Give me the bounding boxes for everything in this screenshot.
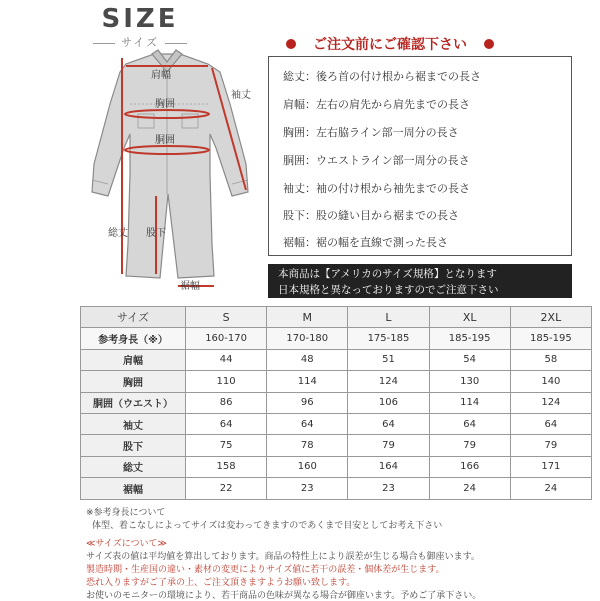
cell: 170-180: [267, 328, 348, 349]
cell: 140: [510, 371, 591, 392]
label-chest: 胸囲: [155, 99, 175, 110]
cell: 64: [348, 413, 429, 434]
label-hem: 裾幅: [180, 281, 200, 292]
cell: 24: [429, 478, 510, 499]
label-waist: 胴囲: [155, 135, 175, 146]
coverall-silhouette: [92, 50, 248, 278]
size-header-m: M: [267, 307, 348, 328]
notice-line-2: 日本規格と異なっておりますのでご注意下さい: [278, 284, 499, 296]
caution-title: ご注文前にご確認下さい: [313, 37, 467, 53]
table-row: [81, 413, 592, 434]
cell: 96: [267, 392, 348, 413]
label-inseam: 股下: [146, 228, 166, 239]
cell: 22: [186, 478, 267, 499]
size-notes-title: ≪サイズについて≫: [86, 539, 167, 549]
cell: 58: [510, 349, 591, 370]
label-sleeve: 袖丈: [231, 90, 251, 101]
reference-height-title: ※参考身長について: [86, 508, 166, 518]
size-table: [80, 306, 592, 500]
row-label: 袖丈: [81, 413, 186, 434]
cell: 185-195: [429, 328, 510, 349]
size-note-4: お使いのモニターの環境により、若干商品の色味が異なる場合が御座います。予めご了承下さい。: [86, 591, 482, 601]
definition-total-length: 総丈：後ろ首の付け根から裾までの長さ: [283, 70, 481, 83]
size-subtitle: サイズ: [78, 34, 202, 50]
definition-inseam: 股下：股の縫い目から裾までの長さ: [283, 209, 459, 222]
table-row: [81, 456, 592, 477]
definition-sleeve: 袖丈：袖の付け根から袖先までの長さ: [283, 182, 470, 195]
cell: 86: [186, 392, 267, 413]
row-label: 参考身長（※）: [81, 328, 186, 349]
size-table-header: [81, 307, 592, 328]
notice-line-1: 本商品は【アメリカのサイズ規格】となります: [278, 268, 497, 280]
row-label: 胸囲: [81, 371, 186, 392]
cell: 23: [348, 478, 429, 499]
size-header-2xl: 2XL: [510, 307, 591, 328]
cell: 166: [429, 456, 510, 477]
cell: 175-185: [348, 328, 429, 349]
cell: 130: [429, 371, 510, 392]
cell: 164: [348, 456, 429, 477]
cell: 23: [267, 478, 348, 499]
cell: 64: [186, 413, 267, 434]
size-standard-notice: [268, 264, 572, 298]
size-note-1: サイズ表の値は平均値を算出しております。商品の特性上により誤差が生じる場合も御座います。: [86, 552, 480, 562]
cell: 110: [186, 371, 267, 392]
cell: 124: [348, 371, 429, 392]
table-row: [81, 478, 592, 499]
table-row: [81, 392, 592, 413]
row-label: 股下: [81, 435, 186, 456]
definition-shoulder: 肩幅：左右の肩先から肩先までの長さ: [283, 98, 470, 111]
cell: 64: [510, 413, 591, 434]
cell: 124: [510, 392, 591, 413]
cell: 64: [267, 413, 348, 434]
label-shoulder: 肩幅: [151, 70, 171, 81]
cell: 160: [267, 456, 348, 477]
coverall-diagram: [80, 44, 270, 296]
size-header-s: S: [186, 307, 267, 328]
cell: 160-170: [186, 328, 267, 349]
reference-height-body: 体型、着こなしによってサイズは変わってきますのであくまで目安としてお考え下さい: [92, 521, 443, 531]
size-header-xl: XL: [429, 307, 510, 328]
definition-chest: 胸囲：左右脇ライン部一周分の長さ: [283, 126, 459, 139]
cell: 51: [348, 349, 429, 370]
cell: 48: [267, 349, 348, 370]
cell: 78: [267, 435, 348, 456]
cell: 185-195: [510, 328, 591, 349]
cell: 114: [267, 371, 348, 392]
cell: 24: [510, 478, 591, 499]
cell: 114: [429, 392, 510, 413]
cell: 106: [348, 392, 429, 413]
size-header-label: サイズ: [81, 307, 186, 328]
cell: 44: [186, 349, 267, 370]
cell: 79: [510, 435, 591, 456]
size-title: SIZE: [101, 4, 179, 34]
row-label: 総丈: [81, 456, 186, 477]
table-row: [81, 349, 592, 370]
cell: 75: [186, 435, 267, 456]
cell: 79: [348, 435, 429, 456]
row-label: 裾幅: [81, 478, 186, 499]
cell: 54: [429, 349, 510, 370]
table-row: [81, 371, 592, 392]
size-header-l: L: [348, 307, 429, 328]
cell: 158: [186, 456, 267, 477]
definition-waist: 胴囲：ウエストライン部一周分の長さ: [283, 154, 470, 167]
size-note-2: 製造時期・生産国の違い・素材の変更によりサイズ値に若干の誤差・個体差が生じます。: [86, 565, 445, 575]
table-row: [81, 435, 592, 456]
row-label: 肩幅: [81, 349, 186, 370]
bullet-dot-right: [484, 39, 494, 49]
cell: 171: [510, 456, 591, 477]
table-row: [81, 328, 592, 349]
label-total-length: 総丈: [108, 228, 128, 239]
size-note-3: 恐れ入りますがご了承の上、ご注文頂きますようお願い致します。: [86, 578, 356, 588]
measurement-definitions: [268, 56, 572, 256]
row-label: 胴囲（ウエスト）: [81, 392, 186, 413]
cell: 79: [429, 435, 510, 456]
cell: 64: [429, 413, 510, 434]
definition-hem: 裾幅：裾の幅を直線で測った長さ: [283, 236, 448, 249]
